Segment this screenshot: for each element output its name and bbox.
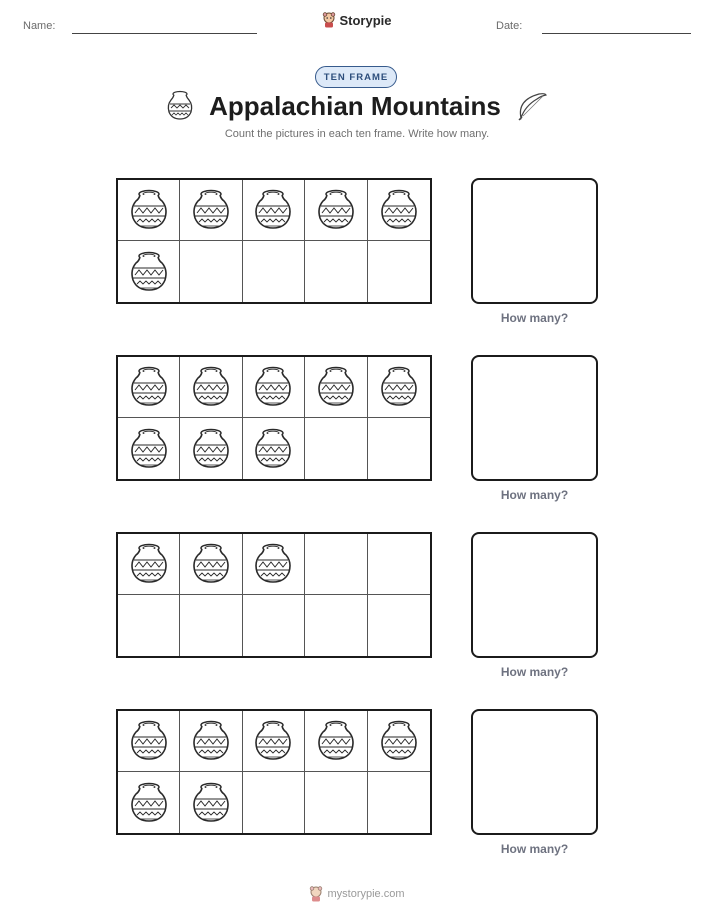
brand-logo: [0, 12, 714, 28]
storypie-mascot-icon: [309, 886, 323, 902]
ten-frame-cell: [368, 534, 430, 595]
ten-frame-cell: [118, 357, 180, 418]
clay-pot-icon: [316, 188, 356, 232]
ten-frame-cell: [243, 357, 305, 418]
ten-frame-cell: [243, 772, 305, 833]
clay-pot-icon: [191, 719, 231, 763]
ten-frame: [116, 709, 432, 835]
clay-pot-icon: [379, 719, 419, 763]
clay-pot-icon: [191, 188, 231, 232]
ten-frame-cell: [180, 711, 242, 772]
clay-pot-icon: [165, 90, 195, 122]
ten-frame: [116, 532, 432, 658]
ten-frame-cell: [118, 241, 180, 302]
ten-frame-cell: [243, 180, 305, 241]
how-many-label: How many?: [500, 665, 569, 679]
ten-frame-cell: [180, 357, 242, 418]
ten-frame-cell: [118, 772, 180, 833]
clay-pot-icon: [129, 719, 169, 763]
ten-frame-cell: [180, 534, 242, 595]
how-many-label: How many?: [500, 311, 569, 325]
page-title: Appalachian Mountains: [209, 90, 501, 121]
answer-box[interactable]: [471, 709, 598, 835]
name-line[interactable]: [72, 33, 257, 34]
ten-frame-cell: [243, 418, 305, 479]
instructions: Count the pictures in each ten frame. Write how many.: [224, 128, 490, 140]
storypie-mascot-icon: [322, 12, 336, 28]
ten-frame-cell: [368, 357, 430, 418]
ten-frame-cell: [305, 711, 367, 772]
clay-pot-icon: [191, 365, 231, 409]
answer-box[interactable]: [471, 355, 598, 481]
ten-frame-badge: TEN FRAME: [315, 66, 397, 88]
ten-frame-cell: [180, 595, 242, 656]
how-many-label: How many?: [500, 488, 569, 502]
bow-icon: [515, 90, 549, 122]
footer-site: mystorypie.com: [327, 888, 405, 900]
clay-pot-icon: [191, 781, 231, 825]
ten-frame-cell: [305, 534, 367, 595]
ten-frame-cell: [243, 241, 305, 302]
clay-pot-icon: [129, 250, 169, 294]
ten-frame-cell: [368, 241, 430, 302]
clay-pot-icon: [129, 188, 169, 232]
ten-frame: [116, 355, 432, 481]
ten-frame-cell: [305, 595, 367, 656]
date-label: Date:: [496, 20, 523, 32]
ten-frame-cell: [180, 418, 242, 479]
clay-pot-icon: [191, 542, 231, 586]
clay-pot-icon: [129, 781, 169, 825]
answer-box[interactable]: [471, 178, 598, 304]
ten-frame-cell: [118, 595, 180, 656]
date-line[interactable]: [542, 33, 691, 34]
ten-frame-cell: [305, 772, 367, 833]
clay-pot-icon: [253, 542, 293, 586]
clay-pot-icon: [379, 188, 419, 232]
ten-frame-cell: [243, 595, 305, 656]
ten-frame-cell: [368, 595, 430, 656]
ten-frame-cell: [305, 241, 367, 302]
ten-frame-cell: [118, 180, 180, 241]
how-many-label: How many?: [500, 842, 569, 856]
ten-frame-cell: [118, 418, 180, 479]
ten-frame-cell: [180, 241, 242, 302]
name-label: Name:: [23, 20, 56, 32]
clay-pot-icon: [129, 427, 169, 471]
clay-pot-icon: [129, 542, 169, 586]
ten-frame-cell: [305, 357, 367, 418]
clay-pot-icon: [253, 188, 293, 232]
ten-frame-cell: [368, 180, 430, 241]
clay-pot-icon: [316, 365, 356, 409]
footer: [0, 886, 714, 902]
brand-name: Storypie: [339, 12, 392, 28]
clay-pot-icon: [253, 427, 293, 471]
ten-frame-cell: [118, 534, 180, 595]
clay-pot-icon: [191, 427, 231, 471]
clay-pot-icon: [316, 719, 356, 763]
ten-frame-cell: [180, 772, 242, 833]
clay-pot-icon: [253, 365, 293, 409]
ten-frame-cell: [243, 534, 305, 595]
ten-frame-cell: [118, 711, 180, 772]
ten-frame-cell: [368, 711, 430, 772]
clay-pot-icon: [129, 365, 169, 409]
ten-frame-cell: [180, 180, 242, 241]
ten-frame-cell: [305, 418, 367, 479]
ten-frame-cell: [305, 180, 367, 241]
answer-box[interactable]: [471, 532, 598, 658]
clay-pot-icon: [253, 719, 293, 763]
clay-pot-icon: [379, 365, 419, 409]
title-row: [0, 90, 714, 122]
ten-frame: [116, 178, 432, 304]
ten-frame-cell: [368, 772, 430, 833]
ten-frame-cell: [243, 711, 305, 772]
ten-frame-cell: [368, 418, 430, 479]
